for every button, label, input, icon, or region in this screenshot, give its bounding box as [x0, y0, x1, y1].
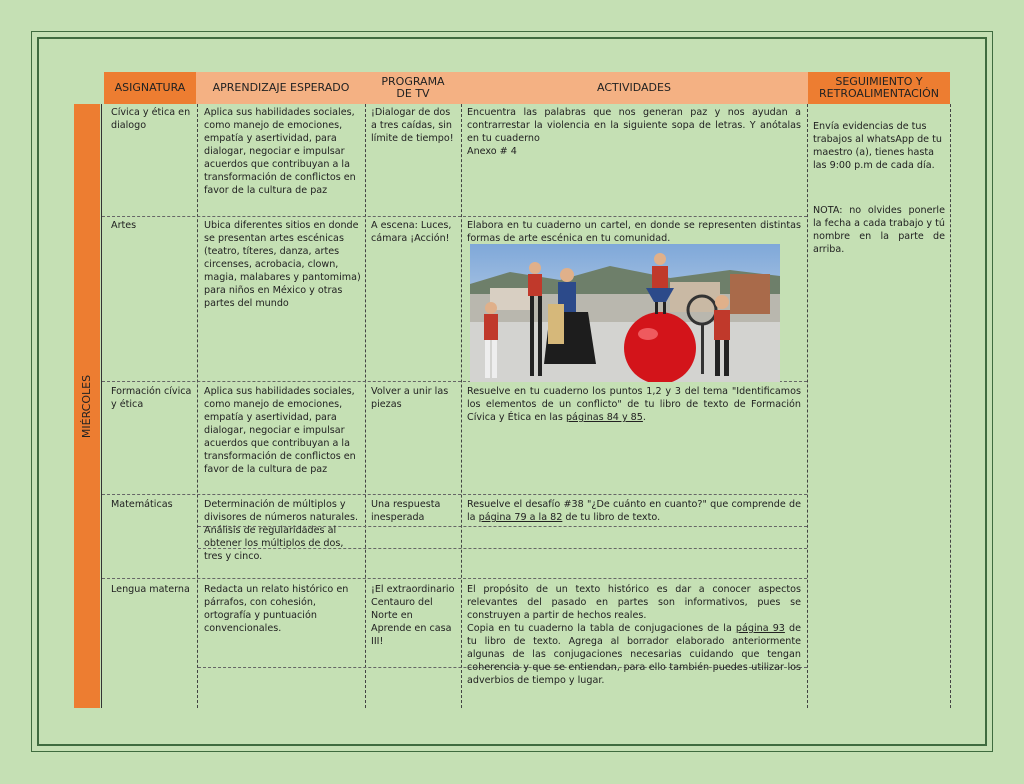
header-seguimiento: SEGUIMIENTO Y RETROALIMENTACIÓN	[808, 72, 950, 104]
row1-activity: Encuentra las palabras que nos generan paz y nos ayudan a contrarrestar la violencia en la siguiente sopa de letras. Y anótalas en tu cuaderno Anexo # 4	[467, 107, 801, 157]
row4-activity: Resuelve el desafío #38 "¿De cuánto en cuanto?" que comprende de la página 79 a la 82 de tu libro de texto.	[467, 499, 801, 523]
row-divider	[102, 494, 807, 495]
grid-line	[807, 104, 808, 708]
row2-activity: Elabora en tu cuaderno un cartel, en donde se representen distintas formas de arte escénica en tu comunidad.	[467, 220, 801, 244]
row5-learning: Redacta un relato histórico en párrafos, con cohesión, ortografía y puntuación convencionales.	[204, 584, 349, 634]
row-divider	[102, 578, 807, 579]
row4-subject: Matemáticas	[111, 499, 173, 510]
row1-subject: Cívica y ética en dialogo	[111, 107, 191, 131]
grid-line	[101, 104, 102, 708]
row5-page-link: página 93	[735, 623, 785, 634]
row5-subject: Lengua materna	[111, 584, 190, 595]
row4-learning: Determinación de múltiplos y divisores de números naturales. Análisis de regularidades al obtener los múltiplos de dos, tres y cinco.	[204, 499, 358, 562]
row2-tv: A escena: Luces, cámara ¡Acción!	[371, 220, 452, 244]
row3-subject: Formación cívica y ética	[111, 386, 192, 410]
header-programa: PROGRAMA DE TV	[366, 72, 460, 104]
seguimiento-nota: NOTA: no olvides ponerle la fecha a cada trabajo y tú nombre en la parte de arriba.	[813, 205, 945, 255]
seguimiento-evidencias: Envía evidencias de tus trabajos al whatsApp de tu maestro (a), tienes hasta las 9:00 p.m de cada día.	[813, 121, 942, 171]
row4-page-link: página 79 a la 82	[478, 512, 563, 523]
row2-subject: Artes	[111, 220, 137, 231]
row4-tv: Una respuesta inesperada	[371, 499, 441, 523]
row3-learning: Aplica sus habilidades sociales, como manejo de emociones, empatía y asertividad, para dialogar, negociar e impulsar acuerdos que contribuyan a la transformación de conflictos en favor de la cultura de paz	[204, 386, 356, 475]
row2-learning: Ubica diferentes sitios en donde se presentan artes escénicas (teatro, títeres, danza, artes circenses, acrobacia, clown, magia, malabares y pantomima) para niños en México y otras partes del mundo	[204, 220, 361, 309]
day-label: MIÉRCOLES	[80, 374, 94, 438]
row1-activity-ref: Anexo # 4	[467, 146, 517, 157]
grid-line	[365, 104, 366, 708]
grid-line	[197, 104, 198, 708]
grid-line	[461, 104, 462, 708]
row5-tv: ¡El extraordinario Centauro del Norte en Aprende en casa III!	[371, 584, 455, 647]
row1-learning: Aplica sus habilidades sociales, como manejo de emociones, empatía y asertividad, para dialogar, negociar e impulsar acuerdos que contribuyan a la transformación de conflictos en favor de la cultura de paz	[204, 107, 356, 196]
grid-line	[950, 104, 951, 708]
row3-activity: Resuelve en tu cuaderno los puntos 1,2 y 3 del tema "Identificamos los elementos de un conflicto" de tu libro de texto de Formación Cívica y Ética en las páginas 84 y 85.	[467, 386, 801, 423]
row-divider	[102, 216, 807, 217]
row3-tv: Volver a unir las piezas	[371, 386, 449, 410]
header-actividades: ACTIVIDADES	[462, 72, 806, 104]
row5-activity: El propósito de un texto histórico es dar a conocer aspectos relevantes del pasado en partes son informativos, pues se construyen a partir de hechos reales. Copia en tu cuaderno la tabla de conjugaciones de la página 93 de tu libro de texto. Agrega al borrador elaborado anteriormente algunas de las conjugaciones necesarias cuidando que tengan coherencia y que se entiendan, para ello también puedes utilizar los adverbios de tiempo y lugar.	[467, 584, 801, 686]
circus-performers-photo	[470, 244, 780, 382]
row1-tv: ¡Dialogar de dos a tres caídas, sin límite de tiempo!	[371, 107, 454, 144]
header-asignatura: ASIGNATURA	[104, 72, 196, 104]
header-aprendizaje: APRENDIZAJE ESPERADO	[198, 72, 364, 104]
row3-page-link: páginas 84 y 85	[565, 412, 643, 423]
